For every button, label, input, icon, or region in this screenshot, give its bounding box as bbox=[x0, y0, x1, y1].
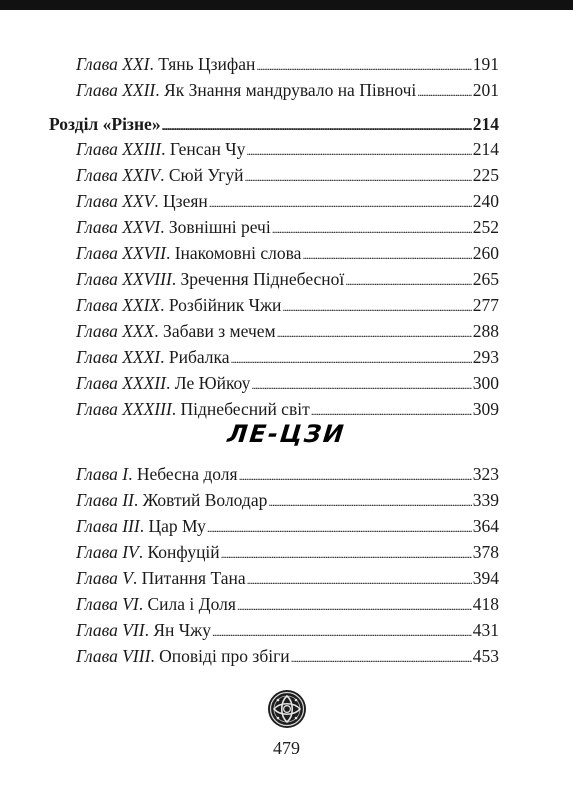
chapter-label: Глава XXXIII bbox=[76, 399, 172, 419]
dot-leader bbox=[245, 164, 472, 190]
chapter-label: Глава XXII bbox=[76, 80, 156, 100]
chapter-label: Глава XXV bbox=[76, 191, 155, 211]
page-ref: 201 bbox=[472, 80, 499, 100]
chapter-title: . Інакомовні слова bbox=[165, 243, 302, 263]
page-ref: 214 bbox=[472, 139, 499, 159]
dot-leader bbox=[272, 216, 472, 242]
page-ref: 309 bbox=[472, 399, 499, 419]
page-ref: 453 bbox=[472, 646, 499, 666]
page-ref: 265 bbox=[472, 269, 499, 289]
chapter-label: Глава XXX bbox=[76, 321, 155, 341]
dot-leader bbox=[209, 190, 472, 216]
toc-entry[interactable] bbox=[76, 370, 499, 396]
toc-entry[interactable] bbox=[76, 292, 499, 318]
toc-entry[interactable] bbox=[76, 396, 499, 422]
toc-entry[interactable] bbox=[76, 240, 499, 266]
dot-leader bbox=[246, 138, 471, 164]
toc-entry[interactable] bbox=[76, 136, 499, 162]
toc-entry[interactable] bbox=[76, 461, 499, 487]
toc-entry[interactable] bbox=[76, 591, 499, 617]
page-ref: 260 bbox=[472, 243, 499, 263]
page-ref: 364 bbox=[472, 516, 499, 536]
chapter-title: . Сила і Доля bbox=[138, 594, 236, 614]
toc-entry[interactable] bbox=[76, 487, 499, 513]
chapter-label: Глава XXI bbox=[76, 54, 150, 74]
page-ref: 431 bbox=[472, 620, 499, 640]
chapter-label: Глава XXVI bbox=[76, 217, 161, 237]
chapter-label: Глава II bbox=[76, 490, 134, 510]
chapter-title: . Розбійник Чжи bbox=[160, 295, 282, 315]
dot-leader bbox=[212, 619, 472, 645]
section-heading[interactable] bbox=[49, 111, 499, 137]
chapter-label: Глава III bbox=[76, 516, 140, 536]
chapter-title: . Рибалка bbox=[160, 347, 230, 367]
chapter-title: . Піднебесний світ bbox=[171, 399, 310, 419]
page-ref: 418 bbox=[472, 594, 499, 614]
dot-leader bbox=[302, 242, 471, 268]
dot-leader bbox=[268, 489, 471, 515]
page-ref: 339 bbox=[472, 490, 499, 510]
chapter-label: Глава XXVII bbox=[76, 243, 166, 263]
page-ref: 288 bbox=[472, 321, 499, 341]
page-ref: 225 bbox=[472, 165, 499, 185]
page-ref: 252 bbox=[472, 217, 499, 237]
chapter-label: Глава V bbox=[76, 568, 133, 588]
dot-leader bbox=[277, 320, 472, 346]
celtic-knot-ornament-icon bbox=[267, 689, 307, 729]
dot-leader bbox=[256, 53, 471, 79]
dot-leader bbox=[237, 593, 472, 619]
section-title: Розділ «Різне» bbox=[49, 114, 161, 134]
chapter-title: . Ян Чжу bbox=[144, 620, 211, 640]
toc-entry[interactable] bbox=[76, 162, 499, 188]
dot-leader bbox=[247, 567, 472, 593]
chapter-title: . Оповіді про збіги bbox=[150, 646, 290, 666]
dot-leader bbox=[239, 463, 472, 489]
page-number: 479 bbox=[273, 738, 300, 758]
chapter-title: . Тянь Цзифан bbox=[149, 54, 256, 74]
chapter-label: Глава VIII bbox=[76, 646, 151, 666]
toc-entry[interactable] bbox=[76, 77, 499, 103]
toc-entry[interactable] bbox=[76, 617, 499, 643]
chapter-title: . Ле Юйкоу bbox=[165, 373, 251, 393]
dot-leader bbox=[417, 79, 471, 105]
chapter-label: Глава XXXI bbox=[76, 347, 161, 367]
dot-leader bbox=[291, 645, 472, 671]
chapter-label: Глава IV bbox=[76, 542, 139, 562]
chapter-title: . Зречення Піднебесної bbox=[171, 269, 345, 289]
chapter-title: . Як Знання мандрувало на Півночі bbox=[155, 80, 417, 100]
chapter-label: Глава XXIX bbox=[76, 295, 161, 315]
page-ref: 240 bbox=[472, 191, 499, 211]
dot-leader bbox=[345, 268, 471, 294]
toc-entry[interactable] bbox=[76, 513, 499, 539]
chapter-title: . Цар Му bbox=[139, 516, 206, 536]
chapter-label: Глава XXIII bbox=[76, 139, 162, 159]
page-ref: 394 bbox=[472, 568, 499, 588]
chapter-label: Глава XXIV bbox=[76, 165, 161, 185]
toc-entry[interactable] bbox=[76, 643, 499, 669]
toc-entry[interactable] bbox=[76, 266, 499, 292]
chapter-label: Глава XXXII bbox=[76, 373, 166, 393]
dot-leader bbox=[221, 541, 472, 567]
page-ref: 300 bbox=[472, 373, 499, 393]
chapter-label: Глава VI bbox=[76, 594, 139, 614]
toc-entry[interactable] bbox=[76, 188, 499, 214]
chapter-title: . Жовтий Володар bbox=[133, 490, 268, 510]
dot-leader bbox=[282, 294, 471, 320]
dot-leader bbox=[251, 372, 471, 398]
toc-entry[interactable] bbox=[76, 51, 499, 77]
book-title: ЛЕ-ЦЗИ bbox=[226, 420, 347, 448]
chapter-title: . Питання Тана bbox=[132, 568, 246, 588]
toc-entry[interactable] bbox=[76, 565, 499, 591]
toc-entry[interactable] bbox=[76, 539, 499, 565]
page-ref: 323 bbox=[472, 464, 499, 484]
page-top-edge bbox=[0, 0, 573, 10]
page-ref: 214 bbox=[472, 114, 499, 134]
chapter-title: . Конфуцій bbox=[138, 542, 220, 562]
chapter-title: . Сюй Угуй bbox=[160, 165, 244, 185]
chapter-label: Глава XXVIII bbox=[76, 269, 172, 289]
chapter-label: Глава I bbox=[76, 464, 129, 484]
page-ref: 378 bbox=[472, 542, 499, 562]
dot-leader bbox=[207, 515, 472, 541]
chapter-title: . Небесна доля bbox=[128, 464, 238, 484]
chapter-title: . Генсан Чу bbox=[161, 139, 246, 159]
dot-leader bbox=[231, 346, 472, 372]
page-ref: 293 bbox=[472, 347, 499, 367]
chapter-title: . Забави з мечем bbox=[154, 321, 276, 341]
page-ref: 191 bbox=[472, 54, 499, 74]
chapter-title: . Зовнішні речі bbox=[160, 217, 271, 237]
chapter-label: Глава VII bbox=[76, 620, 145, 640]
toc-entry[interactable] bbox=[76, 318, 499, 344]
toc-entry[interactable] bbox=[76, 214, 499, 240]
page-ref: 277 bbox=[472, 295, 499, 315]
toc-entry[interactable] bbox=[76, 344, 499, 370]
chapter-title: . Цзеян bbox=[154, 191, 208, 211]
